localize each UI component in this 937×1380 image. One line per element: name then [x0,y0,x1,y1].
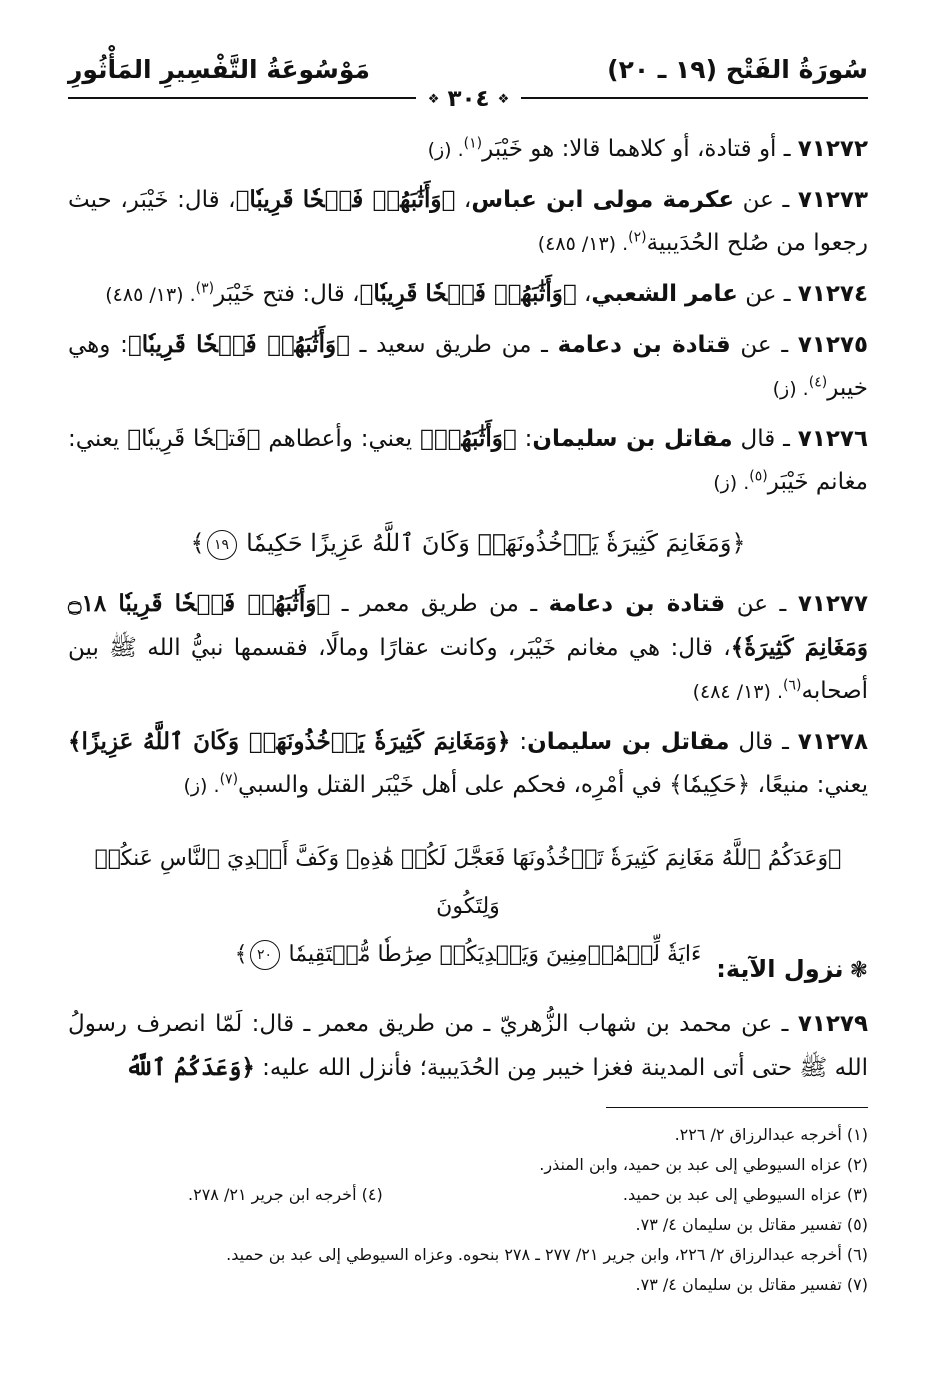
footnote-1: (١) أخرجه عبدالرزاق ٢/ ٢٢٦. [674,1125,868,1144]
footnote-marker: (٣) [195,280,215,297]
footnotes [68,1120,868,1300]
footnote-6: (٦) أخرجه عبدالرزاق ٢/ ٢٢٦، وابن جرير ٢١/ ٢٧٧ ـ ٢٧٨ بنحوه. وعزاه السيوطي إلى عبد بن حميد. [226,1245,868,1264]
narration-71276: ٧١٢٧٦ ـ قال مقاتل بن سليمان: ﴿وَأَثَٰبَهُمۡ﴾ يعني: وأعطاهم ﴿فَتۡحٗا قَرِيبٗا﴾ يعني: مغانم خَيْبَر$^{(٥)}$. (ز) [68,425,868,495]
ayah-20: ﴿وَعَدَكُمُ ٱللَّهُ مَغَانِمَ كَثِيرَةٗ تَأۡخُذُونَهَا فَعَجَّلَ لَكُمۡ هَٰذِهِۦ وَكَفَّ أَيۡدِيَ ٱلنَّاسِ عَنكُمۡ وَلِتَكُونَ ءَايَةٗ لِّلۡمُؤۡمِنِينَ وَيَهۡدِيَكُمۡ صِرَٰطٗا مُّسۡتَقِيمٗا ٢٠﴾ [68,835,868,979]
narration-71277: ٧١٢٧٧ ـ عن قتادة بن دعامة ـ من طريق معمر ـ ﴿وَأَثَٰبَهُمۡ فَتۡحٗا قَرِيبٗا ۝١٨ وَمَغَانِمَ كَثِيرَةٗ﴾، قال: هي مغانم خَيْبَر، وكانت عقارًا ومالًا، فقسمها نبيُّ الله ﷺ بين أصحابه$^{(٦)}$. (١٣/ ٤٨٤) [68,590,869,704]
flower-ornament-icon: ❃ [849,958,868,983]
surah-title: سُورَةُ الفَتْح (١٩ ـ ٢٠) [607,55,868,84]
narration-number: ٧١٢٧٧ [797,591,869,617]
narration-71272: ٧١٢٧٢ ـ أو قتادة، أو كلاهما قالا: هو خَيْبَر$^{(١)}$. (ز) [427,135,868,162]
narration-number: ٧١٢٧٨ [797,729,868,755]
footnote-separator [606,1107,868,1108]
quran-quote: ﴿وَأَثَٰبَهُمۡ فَتۡحٗا قَرِيبٗا ۝١٨ وَمَغَانِمَ كَثِيرَةٗ﴾ [68,590,868,661]
main-text-c [68,1003,868,1096]
narration-71273: ٧١٢٧٣ ـ عن عكرمة مولى ابن عباس، ﴿وَأَثَٰبَهُمۡ فَتۡحٗا قَرِيبٗا﴾، قال: خَيْبَر، حيث رجعوا من صُلح الحُدَيبية$^{(٢)}$. (١٣/ ٤٨٥) [68,186,869,256]
narration-number: ٧١٢٧٣ [797,187,869,213]
ornament-icon: ❖ [427,92,440,107]
main-text [68,128,868,511]
ayah-number-badge: ١٩ [207,530,237,560]
main-text-b [68,582,868,814]
narrator-name: مقاتل بن سليمان [527,729,730,755]
narration-71279: ٧١٢٧٩ ـ عن محمد بن شهاب الزُّهريّ ـ من طريق معمر ـ قال: لَمّا انصرف رسولُ الله ﷺ حتى أتى المدينة فغزا خيبر مِن الحُدَيبية؛ فأنزل الله عليه: ﴿وَعَدَكُمُ ٱللَّهُ [68,1011,869,1081]
narration-71278: ٧١٢٧٨ ـ قال مقاتل بن سليمان: ﴿وَمَغَانِمَ كَثِيرَةٗ يَأۡخُذُونَهَاۗ وَكَانَ ٱللَّهُ عَزِيزًا﴾ يعني: منيعًا، ﴿حَكِيمٗا﴾ في أمْرِه، فحكم على أهل خَيْبَر القتل والسبي$^{(٧)}$. (ز) [68,728,868,798]
narration-71274: ٧١٢٧٤ ـ عن عامر الشعبي، ﴿وَأَثَٰبَهُمۡ فَتۡحٗا قَرِيبٗا﴾، قال: فتح خَيْبَر$^{(٣)}$. (١٣/ ٤٨٥) [105,280,868,307]
footnote-marker: (٧) [219,771,239,788]
narration-71275: ٧١٢٧٥ ـ عن قتادة بن دعامة ـ من طريق سعيد ـ ﴿وَأَثَٰبَهُمۡ فَتۡحٗا قَرِيبٗا﴾: وهي خيبر$^{(٤)}$. (ز) [68,331,869,401]
ayah-number-badge: ٢٠ [250,940,280,970]
narrator-name: مقاتل بن سليمان [532,426,733,452]
narrator-name: عكرمة مولى ابن عباس [471,187,735,213]
section-heading: ❃نزول الآية: [716,955,868,983]
narrator-name: محمد بن شهاب الزُّهريّ [499,1011,732,1037]
footnote-marker: (٢) [628,229,647,246]
quran-quote: ﴿وَأَثَٰبَهُمۡ﴾ [420,425,517,452]
ornament-icon: ❖ [497,92,510,107]
footnote-marker: (١) [463,135,483,152]
narration-number: ٧١٢٧٩ [797,1011,869,1037]
narration-number: ٧١٢٧٤ [797,281,868,307]
footnote-2: (٢) عزاه السيوطي إلى عبد بن حميد، وابن المنذر. [539,1155,868,1174]
quran-quote: ﴿وَمَغَانِمَ كَثِيرَةٗ يَأۡخُذُونَهَاۗ وَكَانَ ٱللَّهُ عَزِيزًا﴾ [68,728,511,755]
narrator-name: عامر الشعبي [591,281,738,307]
quran-quote: ﴿وَأَثَٰبَهُمۡ فَتۡحٗا قَرِيبٗا﴾ [359,280,577,307]
narrator-name: قتادة بن دعامة [557,332,731,358]
ayah-19: ﴿وَمَغَانِمَ كَثِيرَةٗ يَأۡخُذُونَهَاۗ وَكَانَ ٱللَّهُ عَزِيزًا حَكِيمٗا ١٩﴾ [68,519,868,567]
page-number: ٣٠٤ [447,86,490,112]
footnote-7: (٧) تفسير مقاتل بن سليمان ٤/ ٧٣. [635,1275,868,1294]
narration-number: ٧١٢٧٦ [797,426,868,452]
quran-quote: ﴿وَأَثَٰبَهُمۡ فَتۡحٗا قَرِيبٗا﴾ [235,186,456,213]
footnote-5: (٥) تفسير مقاتل بن سليمان ٤/ ٧٣. [635,1215,868,1234]
footnote-3: (٣) عزاه السيوطي إلى عبد بن حميد. [622,1185,868,1204]
page-number-box [416,86,521,112]
narration-number: ٧١٢٧٢ [797,136,868,162]
quran-quote: ﴿وَعَدَكُمُ ٱللَّهُ [125,1054,255,1081]
footnote-marker: (٤) [808,374,828,391]
narration-number: ٧١٢٧٥ [797,332,869,358]
footnote-marker: (٦) [783,677,802,694]
footnote-marker: (٥) [749,468,768,485]
footnote-4: (٤) أخرجه ابن جرير ٢١/ ٢٧٨. [188,1185,383,1204]
book-title: مَوْسُوعَةُ التَّفْسِيرِ المَأْثُورِ [68,55,370,84]
quran-quote: ﴿وَأَثَٰبَهُمۡ فَتۡحٗا قَرِيبٗا﴾ [127,331,350,358]
narrator-name: قتادة بن دعامة [548,591,726,617]
